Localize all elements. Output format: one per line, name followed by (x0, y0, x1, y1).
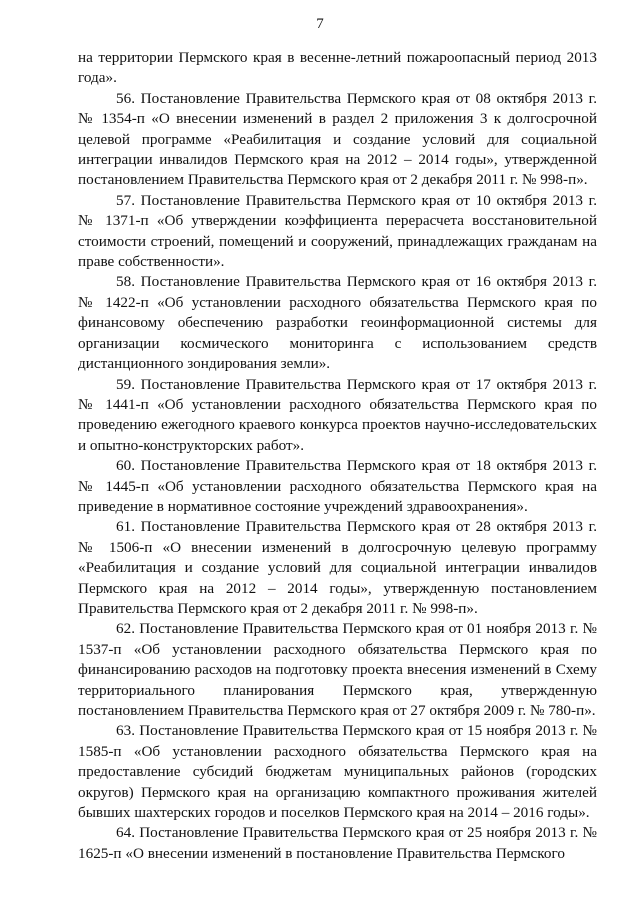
list-item-62: 62. Постановление Правительства Пермского края от 01 ноября 2013 г. № 1537-п «Об установлении расходного обязательства Пермского края по финансированию расходов на подготовку проекта внесения изменений в Схему территориального планирования Пермского края, утвержденную постановлением Правительства Пермского края от 27 октября 2009 г. № 780-п». (78, 620, 597, 719)
list-item-58: 58. Постановление Правительства Пермского края от 16 октября 2013 г. № 1422-п «Об установлении расходного обязательства Пермского края по финансовому обеспечению разработки геоинформационной системы для организации космического мониторинга с использованием средств дистанционного зондирования земли». (78, 273, 597, 373)
list-item-64: 64. Постановление Правительства Пермского края от 25 ноября 2013 г. № 1625-п «О внесении изменений в постановление Правительства Пермского (78, 824, 597, 862)
list-item-56: 56. Постановление Правительства Пермского края от 08 октября 2013 г. № 1354-п «О внесении изменений в раздел 2 приложения 3 к долгосрочной целевой программе «Реабилитация и создание условий для социальной интеграции инвалидов Пермского края на 2012 – 2014 годы», утвержденной постановлением Правительства Пермского края от 2 декабря 2011 г. № 998-п». (78, 89, 597, 189)
list-item-60: 60. Постановление Правительства Пермского края от 18 октября 2013 г. № 1445-п «Об установлении расходного обязательства Пермского края на приведение в нормативное состояние учреждений здравоохранения». (78, 457, 597, 515)
page-number: 7 (316, 16, 324, 32)
document-body (78, 48, 597, 864)
list-item-61: 61. Постановление Правительства Пермского края от 28 октября 2013 г. № 1506-п «О внесении изменений в долгосрочную целевую программу «Реабилитация и создание условий для социальной интеграции инвалидов Пермского края на 2012 – 2014 годы», утвержденную постановлением Правительства Пермского края от 2 декабря 2011 г. № 998-п». (78, 518, 597, 617)
list-item-59: 59. Постановление Правительства Пермского края от 17 октября 2013 г. № 1441-п «Об установлении расходного обязательства Пермского края по проведению ежегодного краевого конкурса проектов научно-исследовательских и опытно-конструкторских работ». (78, 375, 597, 454)
list-item-57: 57. Постановление Правительства Пермского края от 10 октября 2013 г. № 1371-п «Об утверждении коэффициента перерасчета восстановительной стоимости строений, помещений и сооружений, принадлежащих гражданам на праве собственности». (78, 191, 597, 271)
list-item-63: 63. Постановление Правительства Пермского края от 15 ноября 2013 г. № 1585-п «Об установлении расходного обязательства Пермского края на предоставление субсидий бюджетам муниципальных районов (городских округов) Пермского края на организацию компактного проживания жителей бывших шахтерских городов и поселков Пермского края на 2014 – 2016 годы». (78, 722, 597, 822)
paragraph-continuation: на территории Пермского края в весенне-летний пожароопасный период 2013 года». (78, 49, 597, 87)
